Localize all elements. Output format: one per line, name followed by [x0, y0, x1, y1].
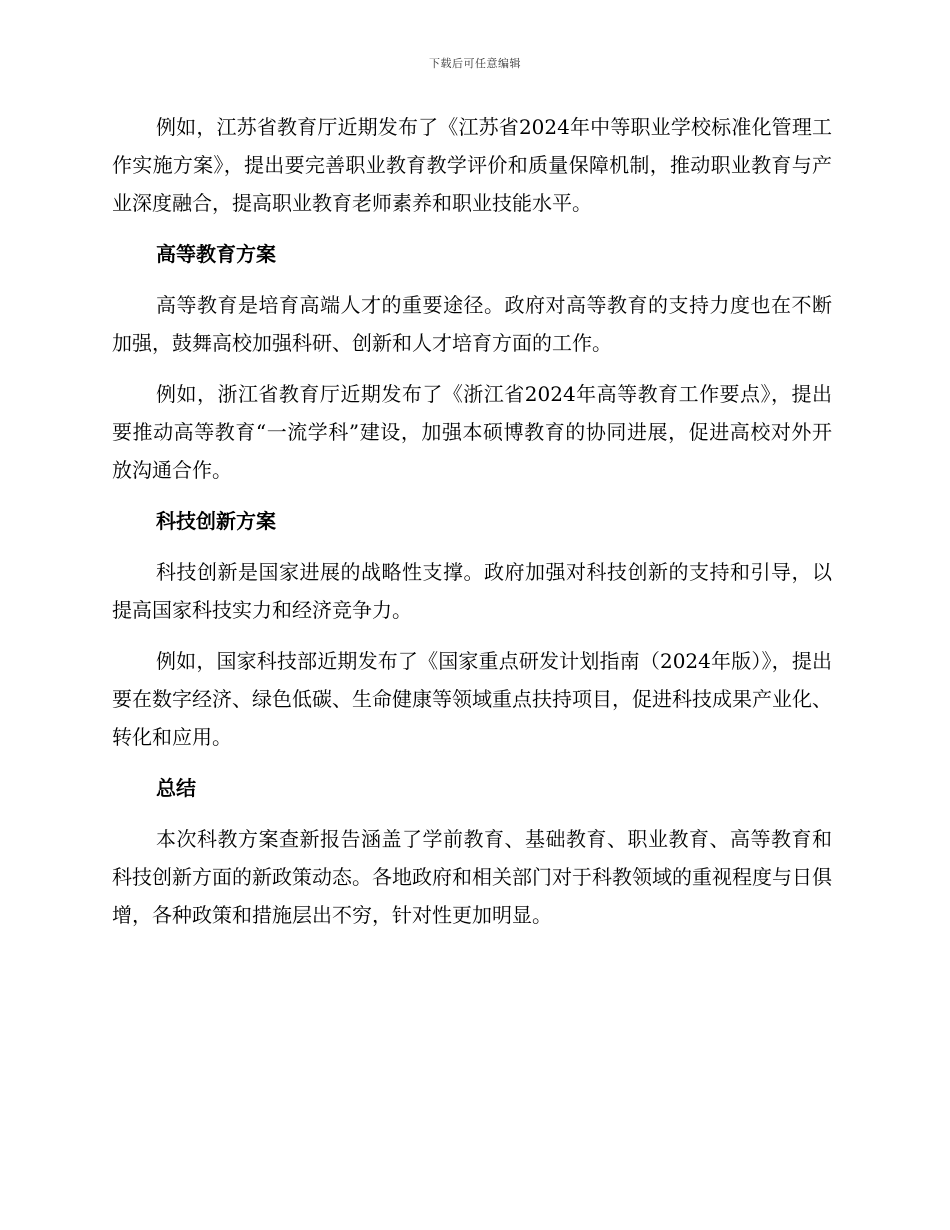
paragraph-higher-education-example: 例如，浙江省教育厅近期发布了《浙江省2024年高等教育工作要点》，提出要推动高等教育“一流学科”建设，加强本硕博教育的协同进展，促进高校对外开放沟通合作。 — [112, 382, 832, 482]
heading-tech-innovation: 科技创新方案 — [156, 509, 276, 533]
page-header-note: 下载后可任意编辑 — [429, 57, 521, 70]
paragraph-tech-innovation-example: 例如，国家科技部近期发布了《国家重点研发计划指南（2024年版）》，提出要在数字经济、绿色低碳、生命健康等领域重点扶持项目，促进科技成果产业化、转化和应用。 — [112, 649, 832, 749]
document-body — [112, 108, 832, 947]
paragraph-summary: 本次科教方案查新报告涵盖了学前教育、基础教育、职业教育、高等教育和科技创新方面的新政策动态。各地政府和相关部门对于科教领域的重视程度与日俱增，各种政策和措施层出不穷，针对性更加明显。 — [112, 827, 832, 927]
paragraph-vocational-example: 例如，江苏省教育厅近期发布了《江苏省2024年中等职业学校标准化管理工作实施方案》，提出要完善职业教育教学评价和质量保障机制，推动职业教育与产业深度融合，提高职业教育老师素养和职业技能水平。 — [112, 115, 832, 215]
paragraph-tech-innovation-intro: 科技创新是国家进展的战略性支撑。政府加强对科技创新的支持和引导，以提高国家科技实力和经济竞争力。 — [112, 560, 832, 622]
heading-higher-education: 高等教育方案 — [156, 242, 276, 266]
heading-summary: 总结 — [156, 776, 196, 800]
paragraph-higher-education-intro: 高等教育是培育高端人才的重要途径。政府对高等教育的支持力度也在不断加强，鼓舞高校加强科研、创新和人才培育方面的工作。 — [112, 293, 832, 355]
